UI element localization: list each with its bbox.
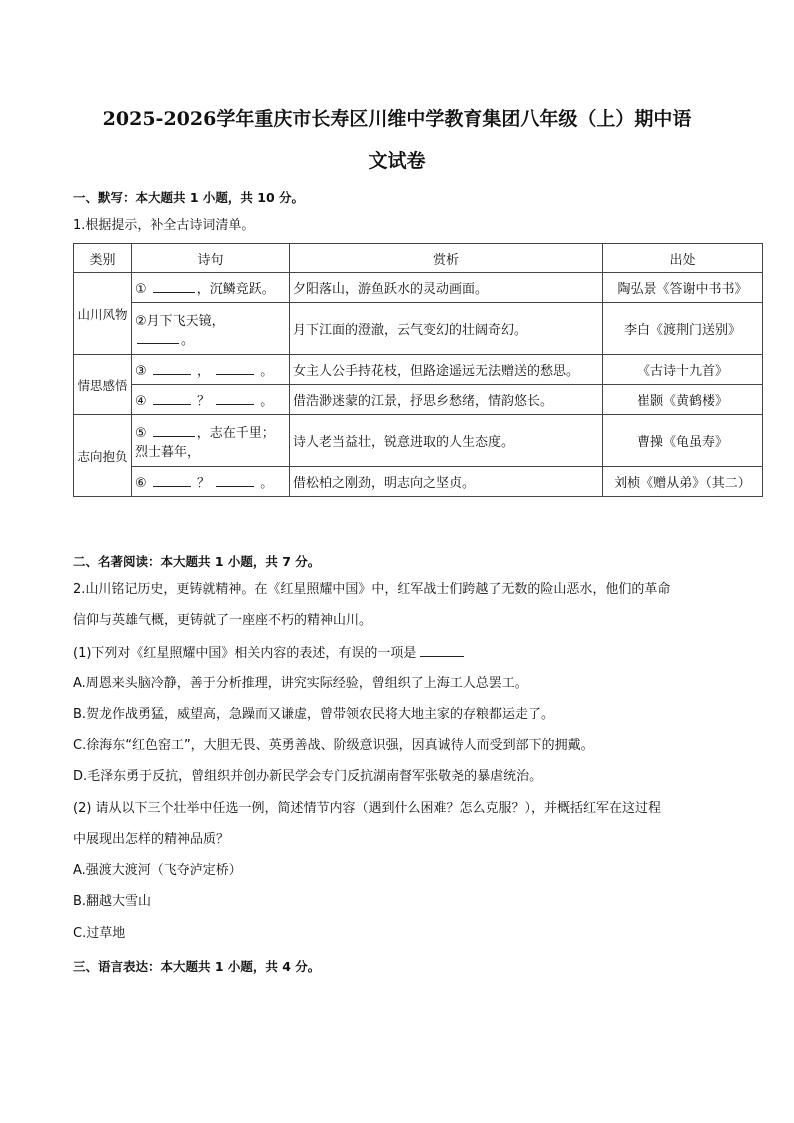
option-b: B.贺龙作战勇猛，威望高，急躁而又谦虚，曾带领农民将大地主家的存粮都运走了。 [73, 707, 555, 722]
question1-text: 1.根据提示，补全古诗词清单。 [73, 218, 255, 233]
analysis-cell: 月下江面的澄澈，云气变幻的壮阔奇幻。 [290, 303, 603, 355]
question2-intro-line2: 信仰与英雄气概，更铸就了一座座不朽的精神山川。 [73, 613, 373, 628]
fill-blank[interactable] [153, 425, 195, 437]
source-cell: 曹操《龟虽寿》 [603, 415, 763, 467]
choice-c: C.过草地 [73, 926, 126, 941]
source-cell: 李白《渡荆门送别》 [603, 303, 763, 355]
analysis-cell: 女主人公手持花枝，但路途遥远无法赠送的愁思。 [290, 355, 603, 385]
header-category: 类别 [74, 244, 132, 273]
category-cell: 山川风物 [74, 273, 132, 355]
source-cell: 陶弘景《答谢中书书》 [603, 273, 763, 303]
exam-title-line1: 2025-2026学年重庆市长寿区川维中学教育集团八年级（上）期中语 [102, 108, 692, 130]
option-d: D.毛泽东勇于反抗，曾组织并创办新民学会专门反抗湖南督军张敬尧的暴虐统治。 [73, 769, 543, 784]
fill-blank[interactable] [216, 393, 254, 405]
analysis-cell: 诗人老当益壮，锐意进取的人生态度。 [290, 415, 603, 467]
source-cell: 刘桢《赠从弟》（其二） [603, 467, 763, 497]
poem-cell: ②月下飞天镜， 。 [132, 303, 290, 355]
header-analysis: 赏析 [290, 244, 603, 273]
section1-heading: 一、默写：本大题共 1 小题，共 10 分。 [73, 190, 305, 205]
poem-cell: ③ ， 。 [132, 355, 290, 385]
poem-cell: ⑤ ，志在千里； 烈士暮年， [132, 415, 290, 467]
table-row [74, 385, 763, 415]
fill-blank[interactable] [216, 363, 254, 375]
option-c: C.徐海东“红色窑工”，大胆无畏、英勇善战、阶级意识强，因真诚待人而受到部下的拥戴。 [73, 738, 594, 753]
table-row [74, 273, 763, 303]
exam-title-line2: 文试卷 [368, 150, 426, 172]
fill-blank[interactable] [153, 393, 191, 405]
category-cell: 志向抱负 [74, 415, 132, 497]
analysis-cell: 借浩渺迷蒙的江景，抒思乡愁绪，情韵悠长。 [290, 385, 603, 415]
source-cell: 崔颢《黄鹤楼》 [603, 385, 763, 415]
table-row [74, 467, 763, 497]
section2-heading: 二、名著阅读：本大题共 1 小题，共 7 分。 [73, 554, 321, 569]
subquestion2-line1: (2) 请从以下三个壮举中任选一例，简述情节内容（遇到什么困难？怎么克服？），并概括红军在这过程 [73, 801, 662, 816]
fill-blank[interactable] [216, 475, 254, 487]
analysis-cell: 借松柏之刚劲，明志向之坚贞。 [290, 467, 603, 497]
fill-blank[interactable] [153, 281, 195, 293]
source-cell: 《古诗十九首》 [603, 355, 763, 385]
question2-intro-line1: 2.山川铭记历史，更铸就精神。在《红星照耀中国》中，红军战士们跨越了无数的险山恶水，他们的革命 [73, 582, 671, 597]
category-cell: 情思感悟 [74, 355, 132, 415]
poem-table [73, 243, 763, 497]
poem-cell: ⑥ ？ 。 [132, 467, 290, 497]
header-source: 出处 [603, 244, 763, 273]
option-a: A.周恩来头脑冷静，善于分析推理，讲究实际经验，曾组织了上海工人总罢工。 [73, 676, 528, 691]
analysis-cell: 夕阳落山，游鱼跃水的灵动画面。 [290, 273, 603, 303]
section3-heading: 三、语言表达：本大题共 1 小题，共 4 分。 [73, 959, 321, 974]
fill-blank[interactable] [153, 363, 191, 375]
poem-cell: ④ ？ 。 [132, 385, 290, 415]
choice-a: A.强渡大渡河（飞夺泸定桥） [73, 863, 242, 878]
choice-b: B.翻越大雪山 [73, 894, 152, 909]
fill-blank[interactable] [153, 475, 191, 487]
table-row [74, 303, 763, 355]
table-row [74, 355, 763, 385]
subquestion1: (1)下列对《红星照耀中国》相关内容的表述，有误的一项是 [73, 644, 723, 662]
table-header-row [74, 244, 763, 273]
subquestion2-line2: 中展现出怎样的精神品质？ [73, 832, 230, 847]
header-poem: 诗句 [132, 244, 290, 273]
table-row [74, 415, 763, 467]
poem-cell: ① ，沉鳞竞跃。 [132, 273, 290, 303]
fill-blank[interactable] [137, 332, 179, 344]
answer-blank[interactable] [420, 644, 464, 657]
